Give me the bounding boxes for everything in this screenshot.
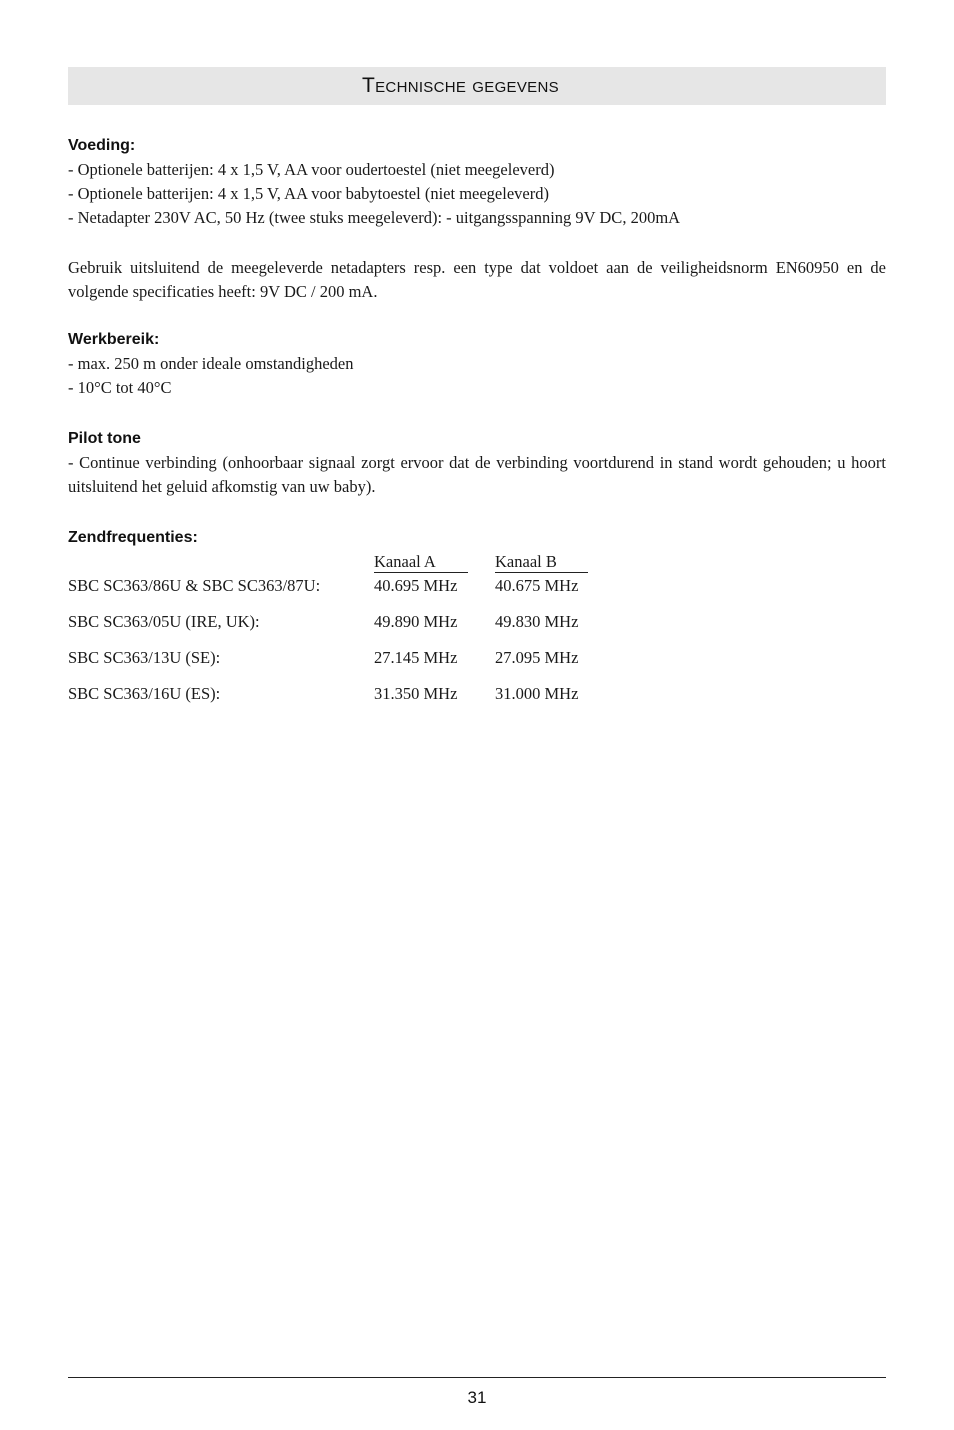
- row-kanaal-b: 40.675 MHz: [495, 576, 579, 595]
- table-row: [68, 610, 668, 634]
- voeding-item-3: - Netadapter 230V AC, 50 Hz (twee stuks meegeleverd): - uitgangsspanning 9V DC, 200mA: [68, 208, 681, 227]
- row-kanaal-a: 31.350 MHz: [374, 684, 458, 703]
- heading-werkbereik: Werkbereik:: [68, 331, 160, 348]
- heading-voeding: Voeding:: [68, 137, 136, 154]
- voeding-item-2: - Optionele batterijen: 4 x 1,5 V, AA voor babytoestel (niet meegeleverd): [68, 184, 549, 203]
- row-kanaal-b: 31.000 MHz: [495, 684, 579, 703]
- row-model: SBC SC363/16U (ES):: [68, 684, 221, 703]
- section-zendfrequenties: [68, 526, 886, 720]
- footer-divider: [68, 1377, 886, 1378]
- row-kanaal-a: 27.145 MHz: [374, 648, 458, 667]
- row-kanaal-b: 27.095 MHz: [495, 648, 579, 667]
- row-model: SBC SC363/13U (SE):: [68, 648, 221, 667]
- page-number: 31: [467, 1388, 487, 1407]
- section-werkbereik: [68, 328, 886, 400]
- table-row: [68, 646, 668, 670]
- section-voeding: [68, 134, 886, 230]
- werkbereik-item-2: - 10°C tot 40°C: [68, 378, 172, 397]
- row-kanaal-b: 49.830 MHz: [495, 612, 579, 631]
- table-row: [68, 682, 668, 706]
- frequency-table: [68, 550, 886, 720]
- row-model: SBC SC363/86U & SBC SC363/87U:: [68, 576, 321, 595]
- column-header-kanaal-b: Kanaal B: [495, 550, 588, 573]
- row-model: SBC SC363/05U (IRE, UK):: [68, 612, 260, 631]
- adapter-note-paragraph: Gebruik uitsluitend de meegeleverde netadapters resp. een type dat voldoet aan de veiligheidsnorm EN60950 en de volgende specificaties heeft: 9V DC / 200 mA.: [68, 258, 886, 301]
- pilot-tone-paragraph: - Continue verbinding (onhoorbaar signaal zorgt ervoor dat de verbinding voortdurend in stand wordt gehouden; u hoort uitsluitend het geluid afkomstig van uw baby).: [68, 453, 886, 496]
- heading-pilot-tone: Pilot tone: [68, 430, 141, 447]
- table-row: [68, 574, 668, 598]
- column-header-kanaal-a: Kanaal A: [374, 550, 468, 573]
- row-kanaal-a: 40.695 MHz: [374, 576, 458, 595]
- page-title: Technische gegevens: [362, 74, 559, 97]
- section-title-bar: [68, 67, 886, 105]
- section-adapter-note: [68, 256, 886, 304]
- werkbereik-item-1: - max. 250 m onder ideale omstandigheden: [68, 354, 354, 373]
- heading-zendfrequenties: Zendfrequenties:: [68, 529, 198, 546]
- voeding-item-1: - Optionele batterijen: 4 x 1,5 V, AA voor oudertoestel (niet meegeleverd): [68, 160, 555, 179]
- row-kanaal-a: 49.890 MHz: [374, 612, 458, 631]
- section-pilot-tone: [68, 427, 886, 499]
